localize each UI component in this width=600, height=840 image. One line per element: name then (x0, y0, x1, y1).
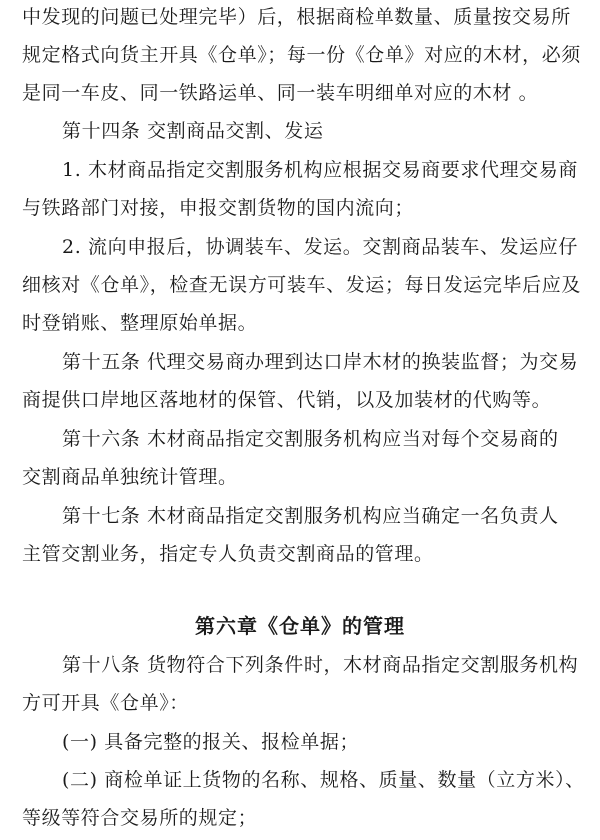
paragraph-line: 与铁路部门对接，申报交割货物的国内流向； (22, 197, 415, 219)
paragraph-line: 方可开具《仓单》： (22, 692, 189, 714)
article-17: 第十七条 木材商品指定交割服务机构应当确定一名负责人 (62, 505, 559, 527)
paragraph-line: 交割商品单独统计管理。 (22, 466, 238, 488)
article-14-title: 第十四条 交割商品交割、发运 (62, 120, 324, 142)
article-15: 第十五条 代理交易商办理到达口岸木材的换装监督；为交易 (62, 351, 579, 373)
article-14-item-1: 1. 木材商品指定交割服务机构应根据交易商要求代理交易商 (62, 159, 578, 181)
chapter-heading: 第六章《仓单》的管理 (195, 614, 405, 638)
paragraph-line: 中发现的问题已处理完毕）后，根据商检单数量、质量按交易所 (22, 6, 571, 28)
paragraph-line: 商提供口岸地区落地材的保管、代销，以及加装材的代购等。 (22, 389, 552, 411)
paragraph-line: 等级等符合交易所的规定； (22, 807, 258, 829)
paragraph-line: 主管交割业务，指定专人负责交割商品的管理。 (22, 543, 434, 565)
paragraph-line: 时登销账、整理原始单据。 (22, 312, 258, 334)
article-14-item-2: 2. 流向申报后，协调装车、发运。交割商品装车、发运应仔 (62, 236, 578, 258)
paragraph-line: 细核对《仓单》，检查无误方可装车、发运；每日发运完毕后应及 (22, 274, 581, 296)
paragraph-line: 是同一车皮、同一铁路运单、同一装车明细单对应的木材 。 (22, 82, 539, 104)
article-18: 第十八条 货物符合下列条件时，木材商品指定交割服务机构 (62, 654, 579, 676)
article-16: 第十六条 木材商品指定交割服务机构应当对每个交易商的 (62, 428, 559, 450)
paragraph-line: 规定格式向货主开具《仓单》；每一份《仓单》对应的木材，必须 (22, 44, 581, 66)
article-18-item-1: (一) 具备完整的报关、报检单据； (62, 731, 360, 753)
article-18-item-2: (二) 商检单证上货物的名称、规格、质量、数量（立方米）、 (62, 769, 585, 791)
